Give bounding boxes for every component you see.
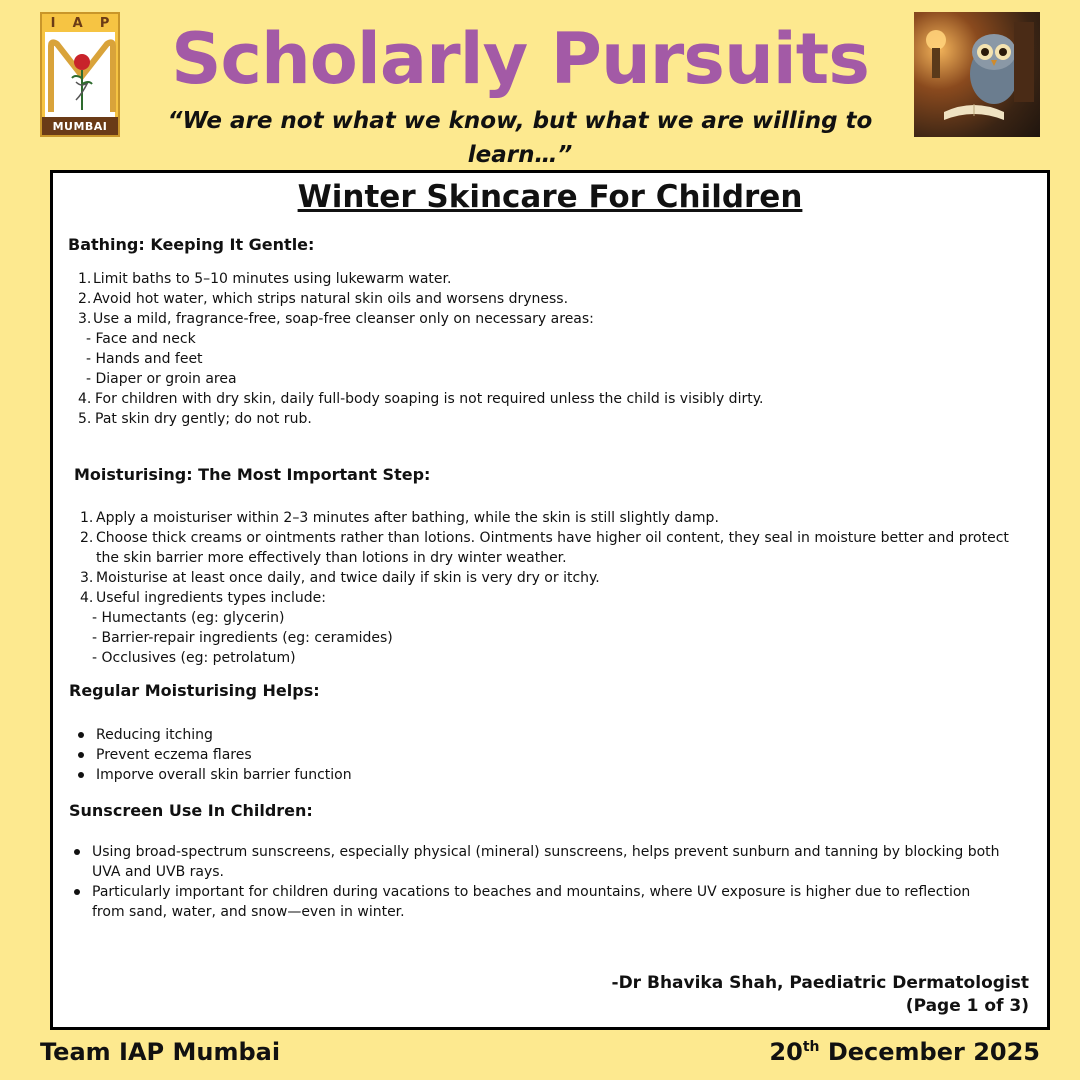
bullet-dot xyxy=(78,732,84,738)
bullet-dot xyxy=(74,849,80,855)
list-item: Reducing itching xyxy=(96,727,213,743)
list-item: Particularly important for children during vacations to beaches and mountains, where UV exposure is higher due to reflection xyxy=(92,884,971,900)
footer-team: Team IAP Mumbai xyxy=(40,1038,281,1066)
list-item: 5. Pat skin dry gently; do not rub. xyxy=(78,411,312,427)
article-title: Winter Skincare For Children xyxy=(297,179,803,215)
rose-caduceus-icon xyxy=(45,32,119,119)
regular-moisturising-heading: Regular Moisturising Helps: xyxy=(69,681,320,700)
logo-emblem xyxy=(45,32,115,117)
page-title: Scholarly Pursuits xyxy=(171,18,869,100)
list-item: 1. Limit baths to 5–10 minutes using lukewarm water. xyxy=(78,271,452,287)
footer-date: 20th December 2025 xyxy=(769,1038,1040,1066)
quote-text: “We are not what we know, but what we are willing to learn…” xyxy=(167,108,873,168)
list-item: Prevent eczema flares xyxy=(96,747,252,763)
logo-letters: I A P xyxy=(50,15,110,31)
bullet-dot xyxy=(78,752,84,758)
list-item: UVA and UVB rays. xyxy=(92,864,224,880)
bullet-dot xyxy=(78,772,84,778)
list-item: - Diaper or groin area xyxy=(86,371,237,387)
sunscreen-heading: Sunscreen Use In Children: xyxy=(69,801,313,820)
article-panel xyxy=(50,170,1050,1030)
owl-icon xyxy=(914,12,1040,137)
list-item: 3. Use a mild, fragrance-free, soap-free cleanser only on necessary areas: xyxy=(78,311,594,327)
list-item: 1. Apply a moisturiser within 2–3 minutes after bathing, while the skin is still slightly damp. xyxy=(80,510,719,526)
list-item: - Hands and feet xyxy=(86,351,203,367)
bullet-dot xyxy=(74,889,80,895)
author-signature: -Dr Bhavika Shah, Paediatric Dermatologist xyxy=(611,973,1029,993)
list-item: 4. For children with dry skin, daily full-body soaping is not required unless the child is visibly dirty. xyxy=(78,391,764,407)
list-item: Using broad-spectrum sunscreens, especially physical (mineral) sunscreens, helps prevent sunburn and tanning by blocking both xyxy=(92,844,1000,860)
list-item: - Humectants (eg: glycerin) xyxy=(92,610,285,626)
list-item: - Barrier-repair ingredients (eg: ceramides) xyxy=(92,630,393,646)
bathing-heading: Bathing: Keeping It Gentle: xyxy=(68,235,315,254)
list-item: 2. Choose thick creams or ointments rather than lotions. Ointments have higher oil content, they seal in moisture better and protect xyxy=(80,530,1009,546)
list-item: the skin barrier more effectively than lotions in dry winter weather. xyxy=(96,550,567,566)
logo-city: MUMBAI xyxy=(42,117,118,135)
list-item: from sand, water, and snow—even in winter. xyxy=(92,904,405,920)
list-item: 2. Avoid hot water, which strips natural skin oils and worsens dryness. xyxy=(78,291,569,307)
list-item: 4. Useful ingredients types include: xyxy=(80,590,326,606)
list-item: - Occlusives (eg: petrolatum) xyxy=(92,650,296,666)
moisturising-heading: Moisturising: The Most Important Step: xyxy=(74,465,431,484)
iap-logo xyxy=(40,12,120,137)
list-item: - Face and neck xyxy=(86,331,196,347)
owl-reading-image xyxy=(914,12,1040,137)
page-indicator: (Page 1 of 3) xyxy=(905,996,1029,1016)
list-item: 3. Moisturise at least once daily, and twice daily if skin is very dry or itchy. xyxy=(80,570,600,586)
list-item: Imporve overall skin barrier function xyxy=(96,767,352,783)
